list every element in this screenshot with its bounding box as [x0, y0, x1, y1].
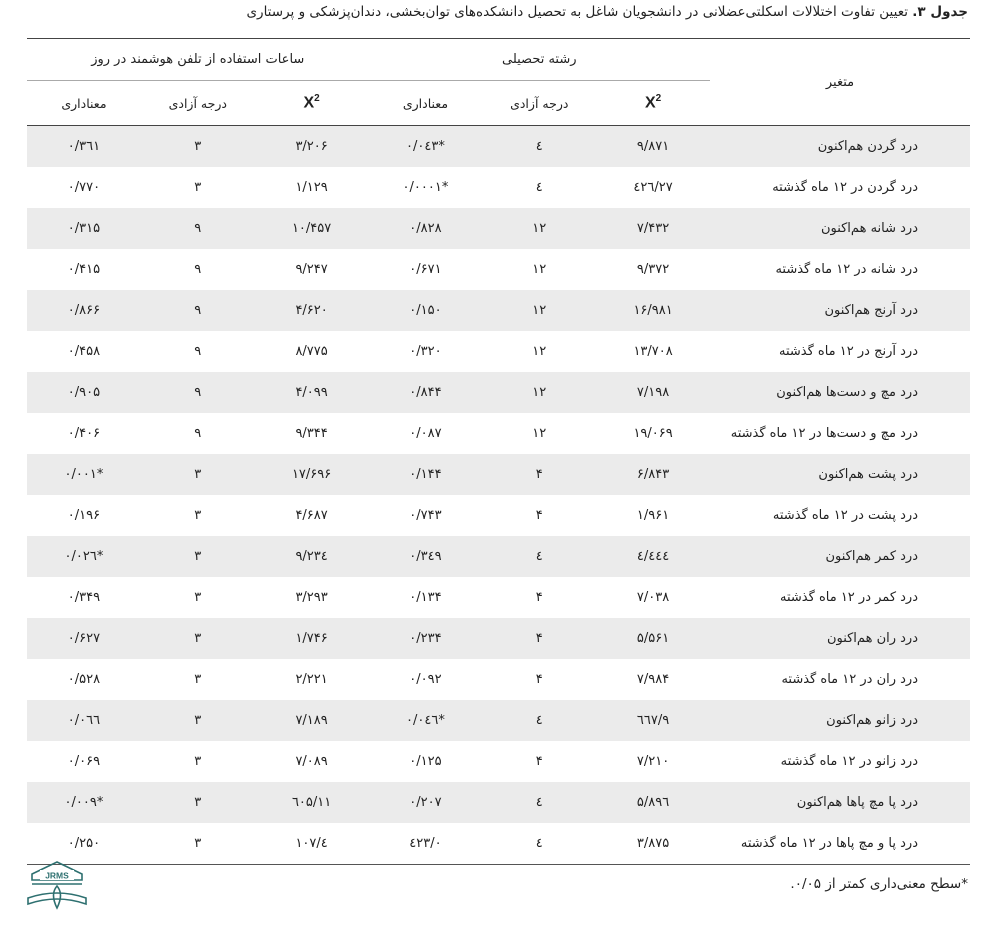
table-row: [27, 618, 970, 659]
table-row: [27, 700, 970, 741]
cell-variable: درد پشت هم‌اکنون: [710, 454, 970, 495]
cell-variable: درد مچ و دست‌ها هم‌اکنون: [710, 372, 970, 413]
cell-hours-sig: ۰/۳۱۵: [27, 208, 141, 249]
cell-hours-chi: ۱/۷۴۶: [255, 618, 369, 659]
header-field-sig: معناداری: [369, 81, 483, 126]
header-variable: متغیر: [710, 39, 970, 126]
cell-field-chi: ۵/۵۶۱: [596, 618, 710, 659]
cell-field-sig: ۰/۳۲۰: [409, 344, 442, 359]
cell-field-chi: ۳/۸۷۵: [596, 823, 710, 865]
cell-field-sig: ۰/۳٤۹: [369, 536, 483, 577]
cell-field-sig: *۰/۰٤۳: [369, 126, 483, 168]
cell-variable: درد زانو در ۱۲ ماه گذشته: [780, 754, 918, 769]
cell-field-chi: ۷/۴۳۲: [596, 208, 710, 249]
cell-variable: درد آرنج در ۱۲ ماه گذشته: [778, 344, 918, 359]
results-table-container: [27, 38, 970, 865]
cell-variable: درد گردن در ۱۲ ماه گذشته: [772, 180, 918, 195]
cell-field-chi: ۹/۳۷۲: [636, 262, 670, 277]
cell-field-df: ۱۲: [532, 426, 547, 441]
table-row: [27, 823, 970, 865]
cell-hours-df: ۳: [141, 454, 255, 495]
cell-hours-chi: ۱/۱۲۹: [295, 180, 328, 195]
cell-hours-chi: ۱۱/٦۰۵: [255, 782, 369, 823]
cell-field-df: ۴: [482, 454, 596, 495]
cell-hours-df: ۳: [141, 126, 255, 168]
cell-variable: درد کمر در ۱۲ ماه گذشته: [780, 590, 918, 605]
header-group-field: رشته تحصیلی: [369, 39, 710, 81]
table-footnote: *سطح معنی‌داری کمتر از ۰/۰۵.: [790, 876, 968, 892]
cell-hours-chi: ۴/۶۸۷: [295, 508, 328, 523]
cell-hours-sig: ۰/۹۰۵: [27, 372, 141, 413]
table-row: [27, 741, 970, 782]
cell-hours-sig: ۰/۱۹۶: [67, 508, 101, 523]
table-row: [27, 249, 970, 290]
cell-hours-chi: ۴/۰۹۹: [255, 372, 369, 413]
header-hours-df: درجه آزادی: [141, 81, 255, 126]
cell-field-sig: ۰/۲۰۷: [369, 782, 483, 823]
cell-hours-sig: *۰/۰۰۹: [27, 782, 141, 823]
header-field-df: درجه آزادی: [482, 81, 596, 126]
table-row: [27, 413, 970, 454]
cell-field-sig: ۰/۸۴۴: [369, 372, 483, 413]
logo-text: JRMS: [45, 870, 69, 881]
table-caption-label: جدول ۳.: [912, 4, 968, 20]
cell-field-df: ٤: [535, 180, 543, 195]
cell-field-df: ۴: [535, 754, 543, 769]
cell-variable: درد زانو هم‌اکنون: [710, 700, 970, 741]
cell-hours-sig: ۰/۳۴۹: [67, 590, 101, 605]
cell-hours-chi: ۹/۳۴۴: [295, 426, 328, 441]
cell-field-chi: ۵/۸۹٦: [596, 782, 710, 823]
cell-field-df: ۱۲: [532, 262, 547, 277]
cell-variable: درد شانه در ۱۲ ماه گذشته: [775, 262, 918, 277]
cell-field-sig: ۰/٤۲۳: [369, 823, 483, 865]
cell-field-sig: ۰/۰۸۷: [409, 426, 442, 441]
cell-hours-chi: ۳/۲۰۶: [255, 126, 369, 168]
cell-field-sig: ۰/۱۳۴: [409, 590, 442, 605]
table-row: [27, 495, 970, 536]
cell-hours-df: ۹: [141, 372, 255, 413]
cell-hours-df: ۹: [141, 290, 255, 331]
cell-hours-df: ۹: [194, 344, 202, 359]
cell-field-sig: ۰/۶۷۱: [409, 262, 442, 277]
chi-symbol: X: [303, 94, 315, 112]
cell-hours-chi: ۱۰/۴۵۷: [255, 208, 369, 249]
cell-field-chi: ۱۳/۷۰۸: [633, 344, 673, 359]
chi-superscript: 2: [314, 93, 320, 105]
cell-field-df: ٤: [482, 126, 596, 168]
cell-variable: درد شانه هم‌اکنون: [710, 208, 970, 249]
cell-hours-sig: ۰/۵۲۸: [67, 672, 101, 687]
table-caption-text: تعیین تفاوت اختلالات اسکلتی‌عضلانی در دانشجویان شاغل به تحصیل دانشکده‌های توان‌بخشی، دندان‌پزشکی و پرستاری: [246, 4, 908, 20]
cell-field-df: ۴: [535, 672, 543, 687]
table-row: [27, 372, 970, 413]
cell-hours-df: ۳: [141, 618, 255, 659]
cell-field-df: ٤: [482, 700, 596, 741]
table-caption: [18, 4, 968, 20]
cell-variable: درد ران در ۱۲ ماه گذشته: [781, 672, 918, 687]
cell-hours-chi: ۷/۰۸۹: [295, 754, 328, 769]
cell-field-chi: ۷/۱۹۸: [596, 372, 710, 413]
cell-variable: درد پا و مچ پاها در ۱۲ ماه گذشته: [710, 823, 970, 865]
cell-hours-sig: ۰/۴۱۵: [67, 262, 101, 277]
cell-variable: درد ران هم‌اکنون: [710, 618, 970, 659]
cell-hours-chi: ۲/۲۲۱: [295, 672, 328, 687]
cell-variable: درد پا مچ پاها هم‌اکنون: [710, 782, 970, 823]
header-group-row: [27, 39, 970, 81]
cell-hours-df: ۳: [141, 782, 255, 823]
cell-field-df: ۱۲: [532, 344, 547, 359]
table-row: [27, 454, 970, 495]
cell-variable: درد گردن هم‌اکنون: [710, 126, 970, 168]
cell-field-chi: ۹/۸۷۱: [596, 126, 710, 168]
journal-logo-icon: [24, 858, 90, 914]
table-row: [27, 290, 970, 331]
cell-field-chi: ۶/۸۴۳: [596, 454, 710, 495]
cell-field-df: ٤: [482, 823, 596, 865]
cell-variable: درد آرنج هم‌اکنون: [710, 290, 970, 331]
cell-hours-sig: ۰/۷۷۰: [67, 180, 101, 195]
cell-hours-chi: ۷/۱۸۹: [255, 700, 369, 741]
cell-variable: درد مچ و دست‌ها در ۱۲ ماه گذشته: [730, 426, 918, 441]
cell-field-sig: ۰/۷۴۳: [409, 508, 442, 523]
cell-hours-sig: ۰/۰۶۹: [67, 754, 101, 769]
cell-field-chi: ۷/۰۳۸: [636, 590, 670, 605]
table-row: [27, 167, 970, 208]
cell-hours-chi: ۴/۶۲۰: [255, 290, 369, 331]
cell-hours-sig: ۰/۴۵۸: [67, 344, 101, 359]
cell-hours-chi: ۸/۷۷۵: [295, 344, 328, 359]
cell-hours-df: ۹: [141, 208, 255, 249]
cell-hours-chi: ۹/۲۴۷: [295, 262, 328, 277]
cell-hours-df: ۳: [141, 823, 255, 865]
table-row: [27, 208, 970, 249]
cell-field-df: ٤: [482, 782, 596, 823]
cell-variable: درد پشت در ۱۲ ماه گذشته: [772, 508, 918, 523]
cell-hours-sig: ۰/۸۶۶: [27, 290, 141, 331]
table-row: [27, 331, 970, 372]
cell-field-df: ٤: [482, 536, 596, 577]
cell-hours-df: ۹: [194, 426, 202, 441]
cell-hours-chi: ۳/۲۹۳: [295, 590, 328, 605]
cell-hours-df: ۳: [194, 754, 202, 769]
cell-field-df: ۱۲: [482, 372, 596, 413]
header-hours-sig: معناداری: [27, 81, 141, 126]
cell-hours-df: ۳: [194, 590, 202, 605]
cell-hours-df: ۳: [194, 508, 202, 523]
chi-symbol: X: [644, 94, 656, 112]
cell-field-chi: ۲۷/٤۲٦: [633, 180, 673, 195]
cell-hours-chi: ۱۷/۶۹۶: [255, 454, 369, 495]
table-row: [27, 577, 970, 618]
cell-hours-chi: ۹/۲۳٤: [255, 536, 369, 577]
cell-hours-sig: ۰/۶۲۷: [27, 618, 141, 659]
table-row: [27, 126, 970, 168]
cell-hours-df: ۹: [194, 262, 202, 277]
cell-hours-sig: ۰/۰٦٦: [27, 700, 141, 741]
cell-field-sig: ۰/۱۴۴: [369, 454, 483, 495]
table-row: [27, 659, 970, 700]
cell-field-sig: ۰/۰۹۲: [409, 672, 442, 687]
header-group-hours: ساعات استفاده از تلفن هوشمند در روز: [27, 39, 369, 81]
cell-field-chi: ۹/٦٦۷: [596, 700, 710, 741]
cell-hours-df: ۳: [194, 180, 202, 195]
cell-field-sig: ۰/۱۲۵: [409, 754, 442, 769]
cell-hours-df: ۳: [141, 700, 255, 741]
cell-field-df: ۴: [535, 590, 543, 605]
cell-hours-sig: ۰/۳٦۱: [27, 126, 141, 168]
cell-field-sig: *۰/۰۰۰۱: [402, 180, 449, 195]
cell-hours-sig: *۰/۰۲٦: [27, 536, 141, 577]
cell-field-chi: ۱/۹۶۱: [636, 508, 670, 523]
cell-field-sig: ۰/۸۲۸: [369, 208, 483, 249]
cell-field-df: ۴: [535, 508, 543, 523]
cell-field-df: ۱۲: [482, 208, 596, 249]
cell-field-chi: ٤/٤٤٤: [596, 536, 710, 577]
table-row: [27, 782, 970, 823]
cell-variable: درد کمر هم‌اکنون: [710, 536, 970, 577]
cell-field-sig: ۰/۱۵۰: [369, 290, 483, 331]
header-hours-chi: [255, 81, 369, 126]
cell-field-sig: ۰/۲۳۴: [369, 618, 483, 659]
cell-hours-sig: ۰/۲۵۰: [27, 823, 141, 865]
table-row: [27, 536, 970, 577]
cell-hours-chi: ٤/۱۰۷: [255, 823, 369, 865]
header-field-chi: [596, 81, 710, 126]
cell-field-df: ۱۲: [482, 290, 596, 331]
cell-hours-df: ۳: [141, 536, 255, 577]
cell-hours-sig: *۰/۰۰۱: [27, 454, 141, 495]
cell-hours-df: ۳: [194, 672, 202, 687]
cell-field-df: ۴: [482, 618, 596, 659]
cell-field-chi: ۱۶/۹۸۱: [596, 290, 710, 331]
results-table: [27, 38, 970, 865]
table-body: [27, 126, 970, 865]
cell-hours-sig: ۰/۴۰۶: [67, 426, 101, 441]
cell-field-chi: ۷/۲۱۰: [636, 754, 670, 769]
cell-field-sig: *۰/۰٤٦: [369, 700, 483, 741]
chi-superscript: 2: [655, 93, 662, 105]
cell-field-chi: ۷/۹۸۴: [636, 672, 670, 687]
cell-field-chi: ۱۹/۰۶۹: [633, 426, 673, 441]
